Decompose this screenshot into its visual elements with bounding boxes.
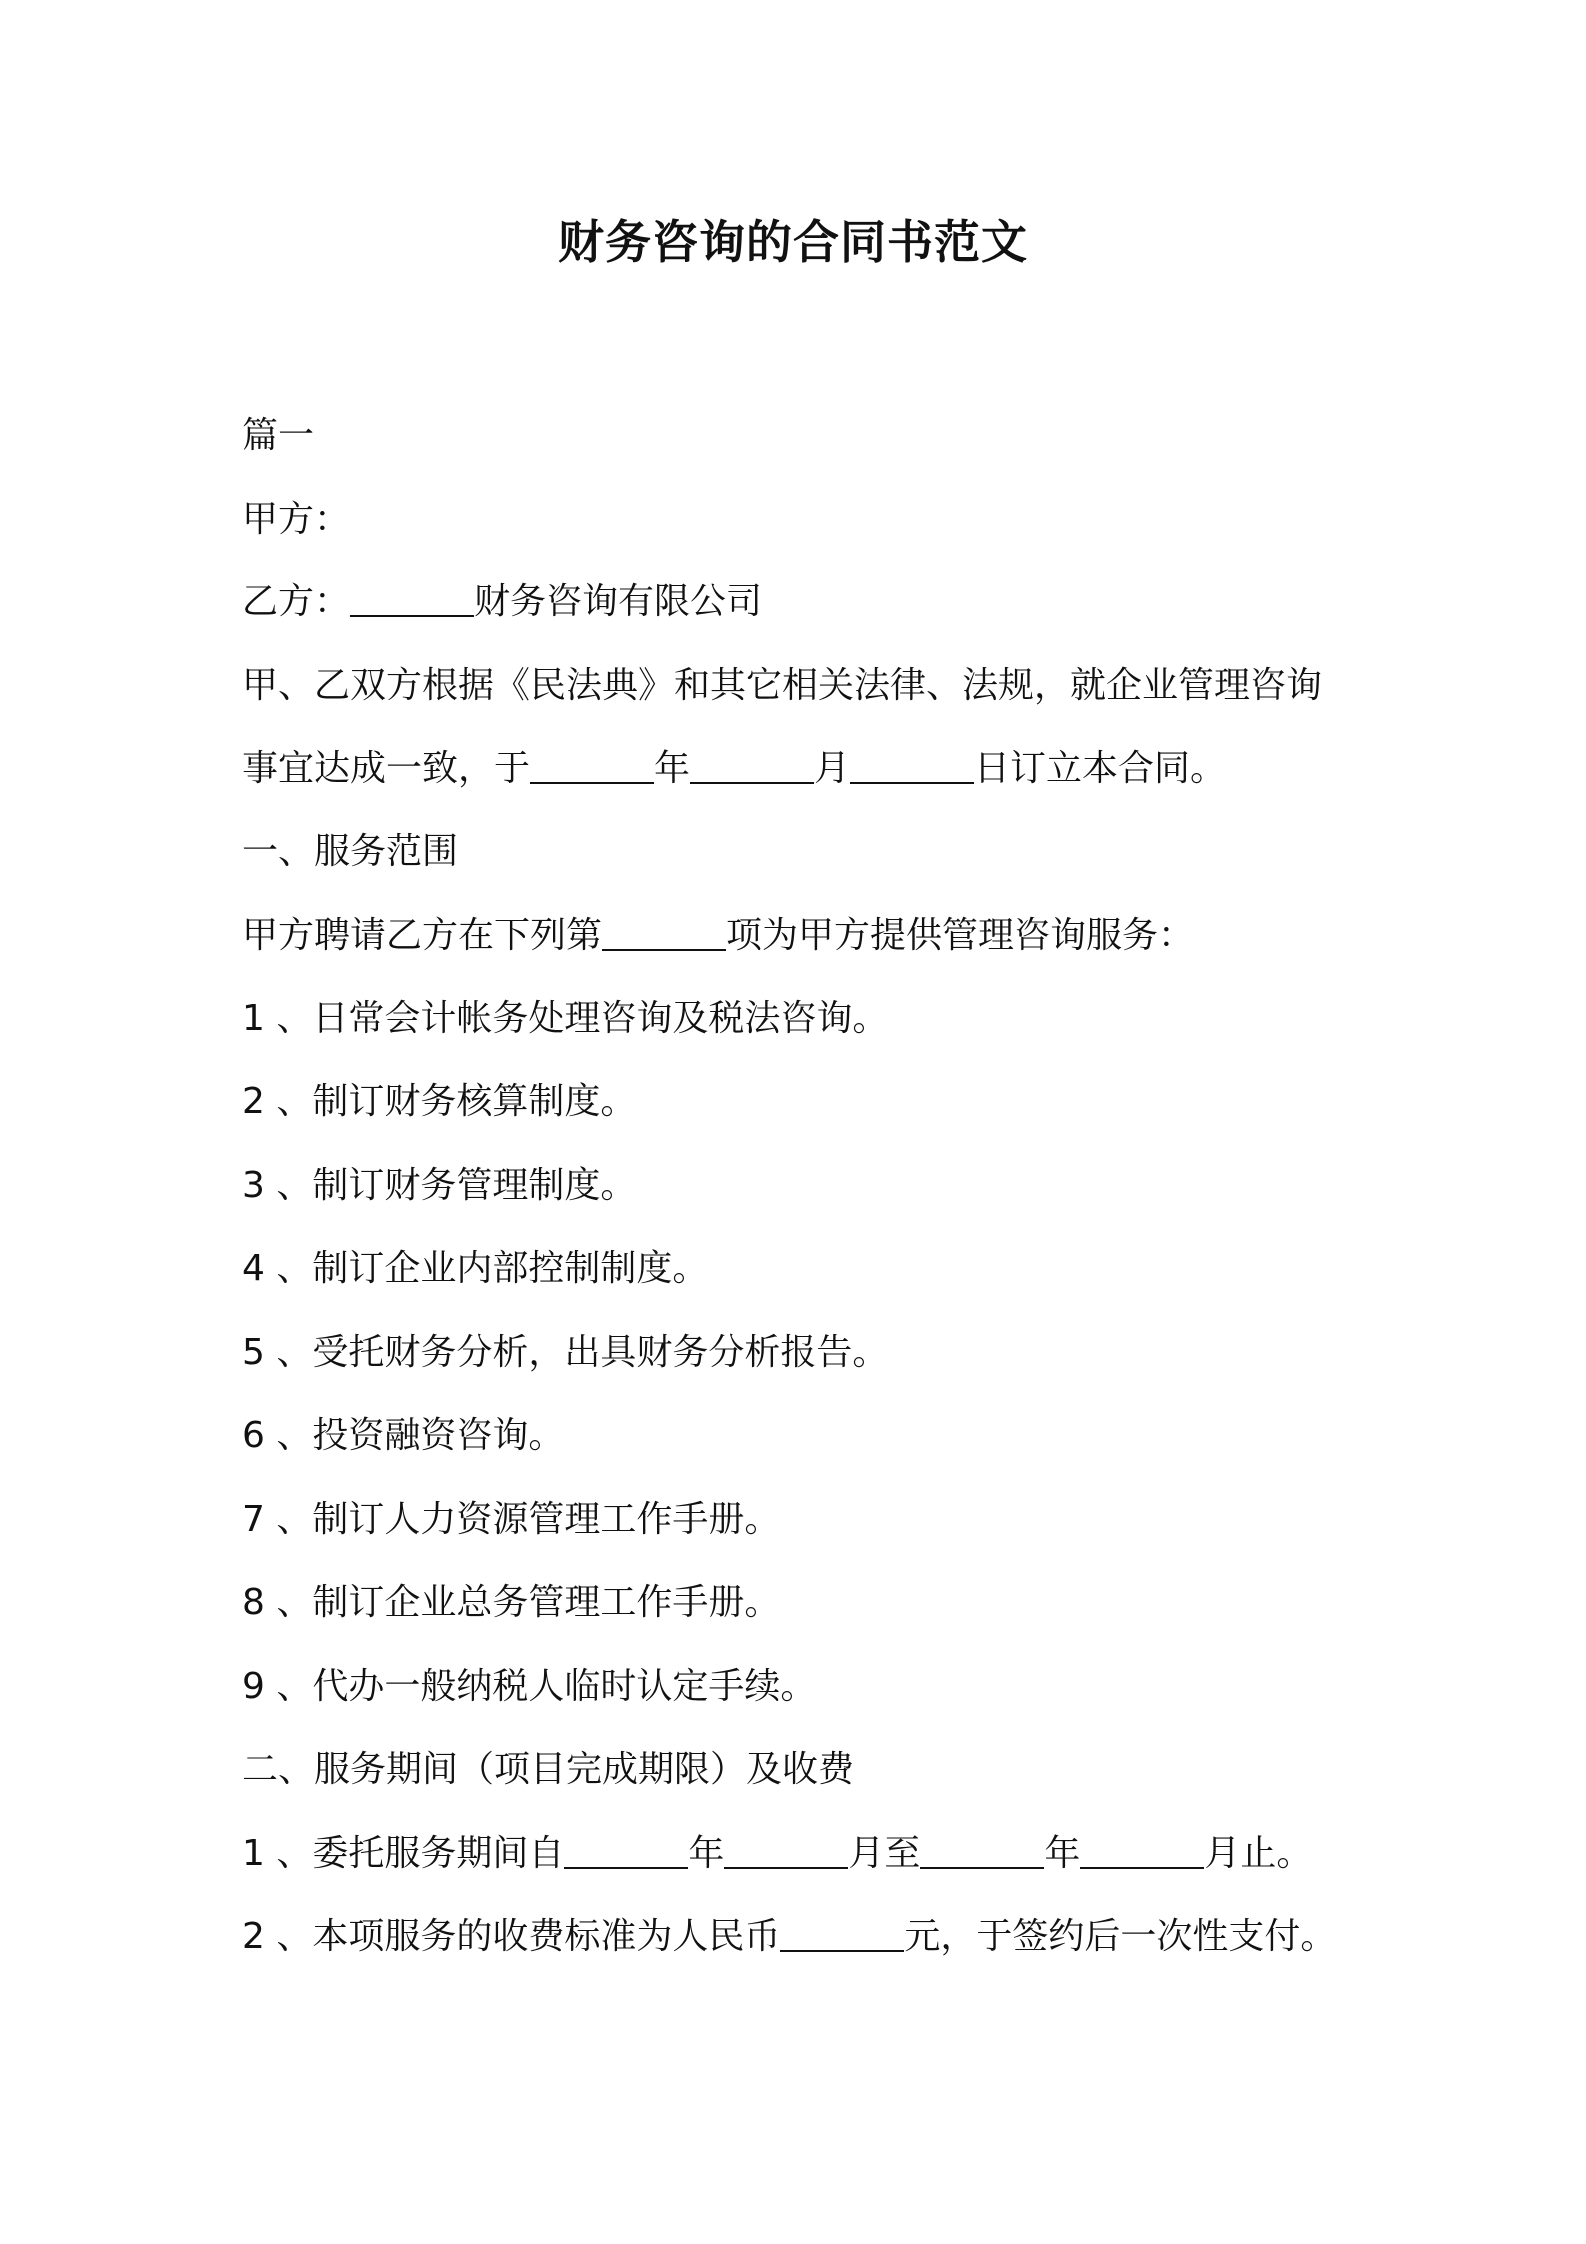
intro-line-1: 甲、乙双方根据《民法典》和其它相关法律、法规，就企业管理咨询 — [242, 665, 1323, 706]
blank-field — [724, 1831, 848, 1869]
term-text: 月止。 — [1204, 1833, 1313, 1874]
scope-item: 7 、制订人力资源管理工作手册。 — [242, 1499, 781, 1540]
blank-field — [530, 746, 654, 784]
term-item-1 — [242, 1828, 1392, 1880]
blank-field — [780, 1914, 904, 1952]
party-b-line — [242, 576, 1392, 628]
term-text: 年 — [1044, 1833, 1081, 1874]
party-a-line: 甲方： — [242, 499, 351, 540]
intro-line-2 — [242, 743, 1392, 795]
intro-text: 月 — [814, 748, 851, 789]
scope-item: 6 、投资融资咨询。 — [242, 1415, 565, 1456]
blank-field — [1080, 1831, 1204, 1869]
scope-intro-line — [242, 910, 1392, 962]
scope-item: 3 、制订财务管理制度。 — [242, 1165, 637, 1206]
scope-item: 8 、制订企业总务管理工作手册。 — [242, 1582, 781, 1623]
term-text: 月至 — [848, 1833, 921, 1874]
blank-field — [350, 579, 474, 617]
blank-field — [564, 1831, 688, 1869]
intro-text: 事宜达成一致，于 — [242, 748, 531, 789]
scope-item: 9 、代办一般纳税人临时认定手续。 — [242, 1666, 817, 1707]
section-label: 篇一 — [242, 415, 315, 456]
term-text: 1 、委托服务期间自 — [242, 1833, 565, 1874]
fee-text: 元，于签约后一次性支付。 — [904, 1916, 1337, 1957]
scope-item: 5 、受托财务分析，出具财务分析报告。 — [242, 1332, 889, 1373]
intro-text: 年 — [654, 748, 691, 789]
blank-field — [920, 1831, 1044, 1869]
blank-field — [850, 746, 974, 784]
scope-item: 1 、日常会计帐务处理咨询及税法咨询。 — [242, 998, 889, 1039]
intro-text: 日订立本合同。 — [974, 748, 1227, 789]
blank-field — [602, 913, 726, 951]
term-text: 年 — [688, 1833, 725, 1874]
document-title: 财务咨询的合同书范文 — [558, 215, 1028, 269]
heading-service-term: 二、服务期间（项目完成期限）及收费 — [242, 1749, 855, 1790]
term-item-2 — [242, 1911, 1392, 1963]
scope-intro-text: 项为甲方提供管理咨询服务： — [726, 915, 1195, 956]
fee-text: 2 、本项服务的收费标准为人民币 — [242, 1916, 781, 1957]
blank-field — [690, 746, 814, 784]
scope-intro-text: 甲方聘请乙方在下列第 — [242, 915, 603, 956]
heading-service-scope: 一、服务范围 — [242, 831, 459, 872]
party-b-prefix: 乙方： — [242, 581, 351, 622]
party-b-suffix: 财务咨询有限公司 — [474, 581, 763, 622]
scope-item: 2 、制订财务核算制度。 — [242, 1081, 637, 1122]
scope-item: 4 、制订企业内部控制制度。 — [242, 1248, 709, 1289]
